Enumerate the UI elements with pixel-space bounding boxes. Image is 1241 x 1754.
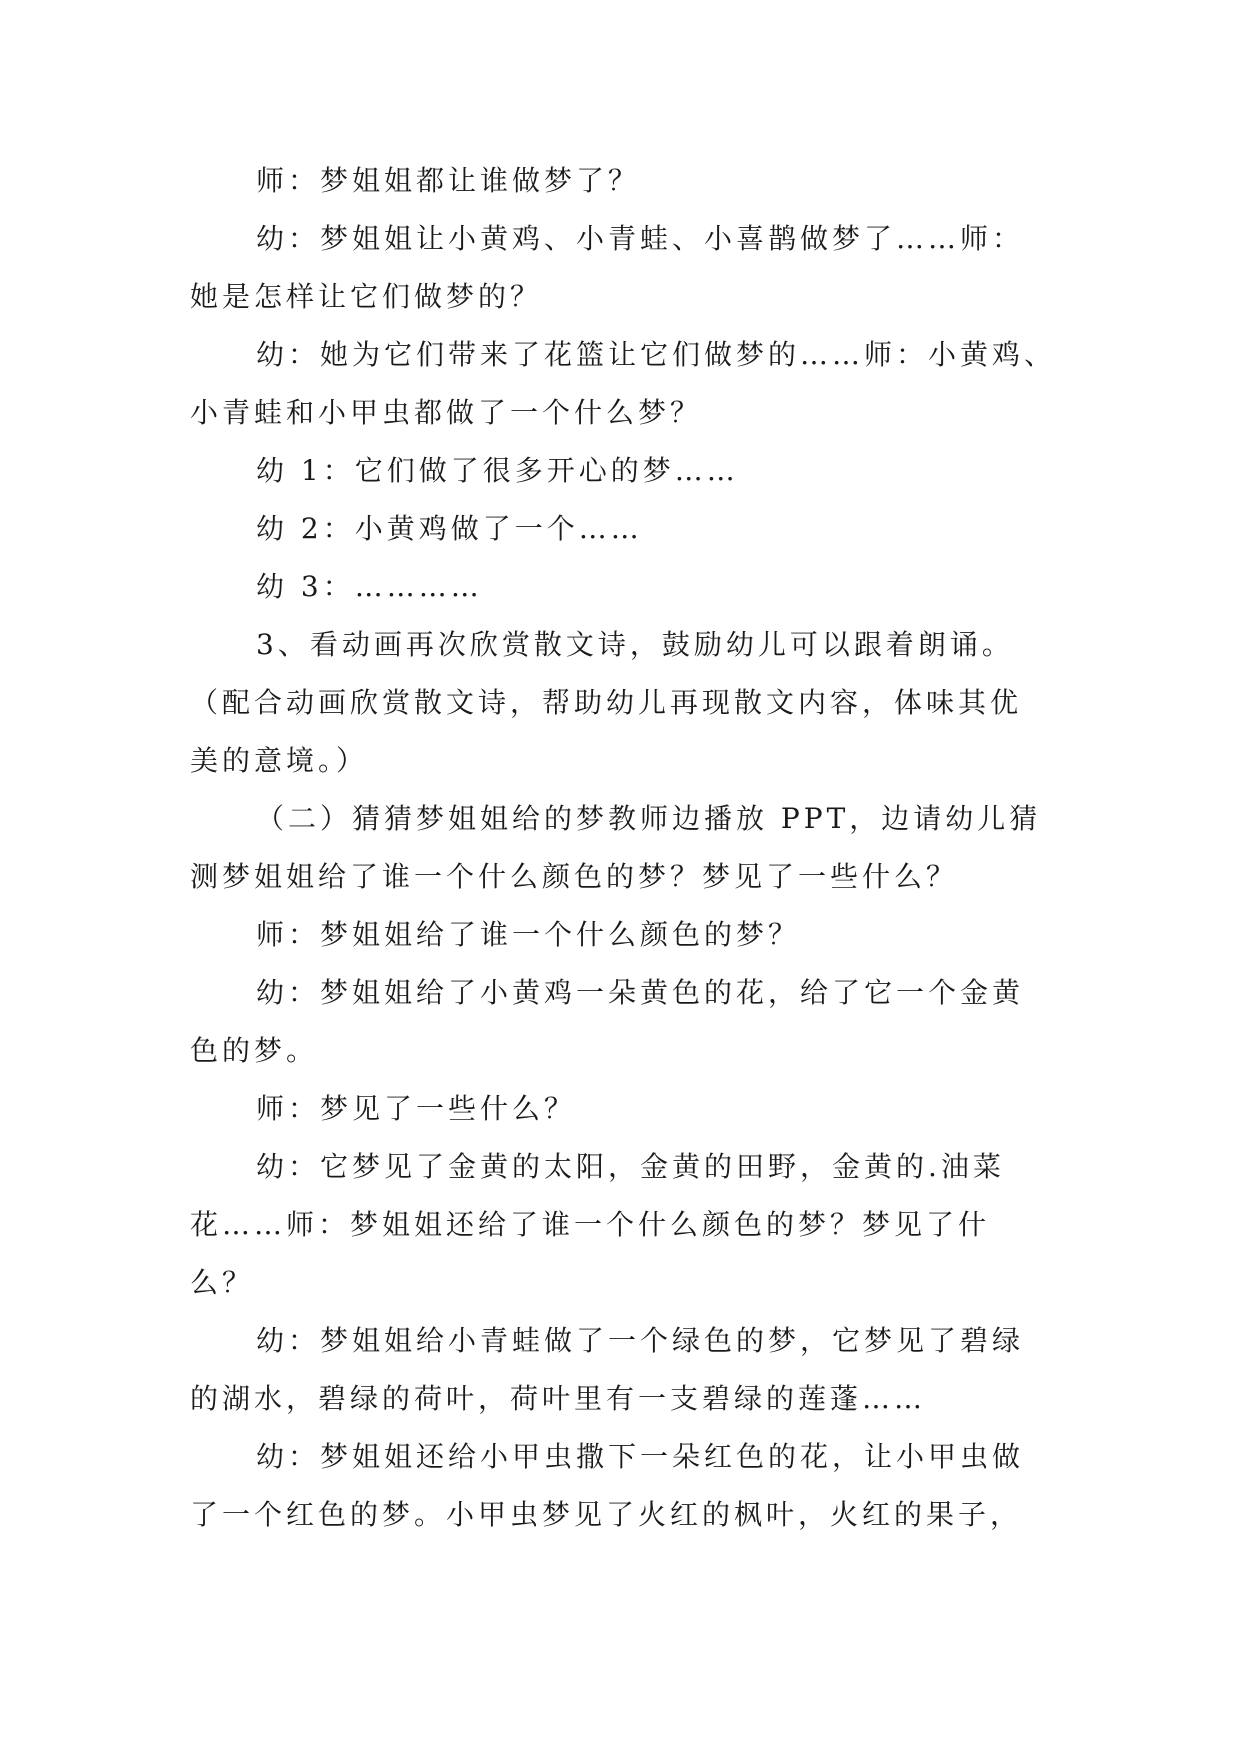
paragraph — [190, 1138, 1050, 1312]
text-line: 了一个红色的梦。小甲虫梦见了火红的枫叶，火红的果子， — [190, 1498, 1023, 1531]
paragraph — [190, 906, 1050, 964]
text-line: 师：梦姐姐都让谁做梦了？ — [256, 164, 641, 197]
text-line: （配合动画欣赏散文诗，帮助幼儿再现散文内容，体味其优 — [190, 686, 1023, 719]
text-line: 师：梦姐姐给了谁一个什么颜色的梦？ — [256, 918, 801, 951]
text-line: 师：梦见了一些什么？ — [256, 1092, 577, 1125]
text-line: 幼：梦姐姐让小黄鸡、小青蛙、小喜鹊做梦了……师： — [256, 222, 1025, 255]
text-line: 幼 3：………… — [256, 570, 483, 603]
paragraph — [190, 326, 1057, 442]
paragraph — [190, 210, 1050, 326]
text-line: 她是怎样让它们做梦的？ — [190, 280, 543, 313]
document-page — [190, 152, 1057, 1544]
paragraph — [190, 152, 1050, 210]
text-line: 幼 1：它们做了很多开心的梦…… — [256, 454, 739, 487]
text-line: 幼：梦姐姐给了小黄鸡一朵黄色的花，给了它一个金黄 — [256, 976, 1025, 1009]
paragraph — [190, 1312, 1050, 1428]
text-line: 3、看动画再次欣赏散文诗，鼓励幼儿可以跟着朗诵。 — [256, 628, 1014, 661]
text-line: 幼：她为它们带来了花篮让它们做梦的……师：小黄鸡、 — [256, 338, 1057, 371]
paragraph — [190, 500, 1050, 558]
text-line: 花……师：梦姐姐还给了谁一个什么颜色的梦？梦见了什 — [190, 1208, 991, 1241]
paragraph — [190, 790, 1050, 906]
paragraph — [190, 1428, 1050, 1544]
paragraph — [190, 1080, 1050, 1138]
paragraph — [190, 558, 1050, 616]
text-line: 小青蛙和小甲虫都做了一个什么梦？ — [190, 396, 703, 429]
text-line: 幼：梦姐姐还给小甲虫撒下一朵红色的花，让小甲虫做 — [256, 1440, 1025, 1473]
text-line: 的湖水，碧绿的荷叶，荷叶里有一支碧绿的莲蓬…… — [190, 1382, 927, 1415]
text-line: 幼：它梦见了金黄的太阳，金黄的田野，金黄的.油菜 — [256, 1150, 1005, 1183]
paragraph — [190, 442, 1050, 500]
text-line: 幼 2：小黄鸡做了一个…… — [256, 512, 643, 545]
text-line: 美的意境。） — [190, 744, 369, 777]
text-line: （二）猜猜梦姐姐给的梦教师边播放 PPT，边请幼儿猜 — [256, 802, 1042, 835]
text-line: 测梦姐姐给了谁一个什么颜色的梦？梦见了一些什么？ — [190, 860, 959, 893]
text-line: 色的梦。 — [190, 1034, 319, 1067]
paragraph — [190, 616, 1050, 790]
paragraph — [190, 964, 1050, 1080]
text-line: 幼：梦姐姐给小青蛙做了一个绿色的梦，它梦见了碧绿 — [256, 1324, 1025, 1357]
text-line: 么？ — [190, 1266, 255, 1299]
